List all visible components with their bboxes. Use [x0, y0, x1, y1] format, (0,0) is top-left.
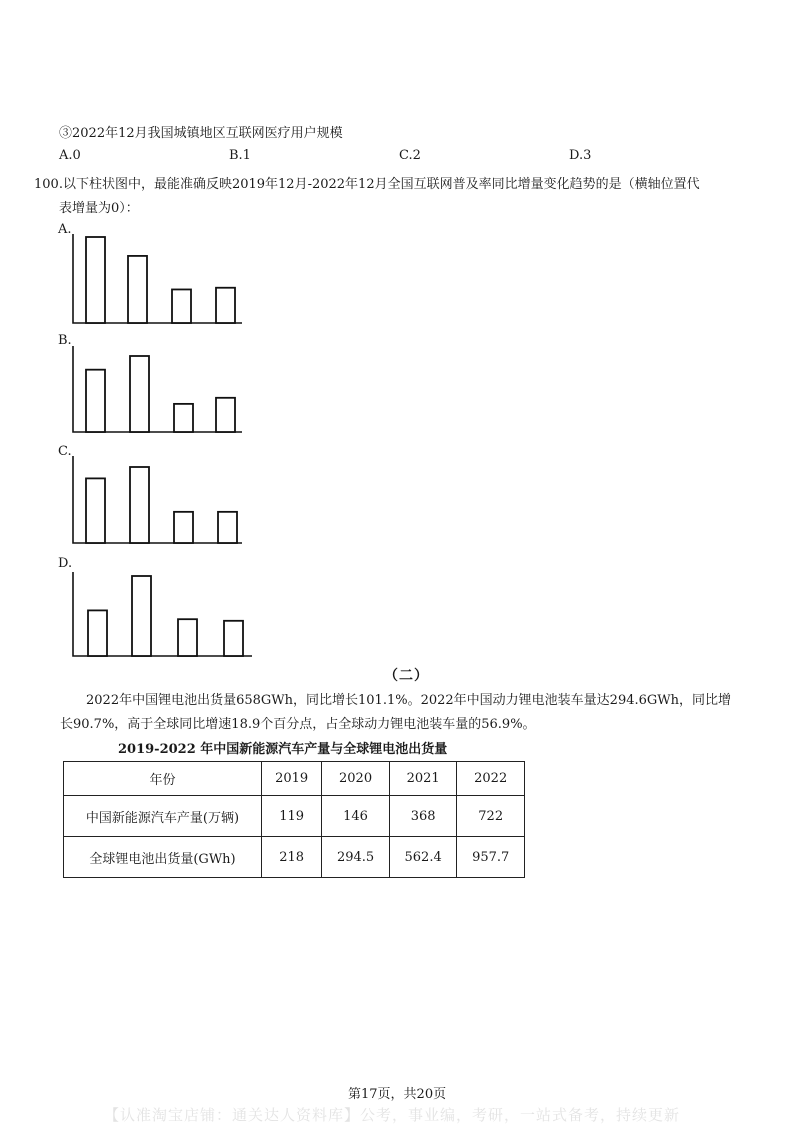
chart-d-label: D.	[58, 556, 73, 571]
table-header-row	[64, 762, 525, 796]
chart-bar	[86, 478, 105, 543]
chart-d	[70, 566, 260, 666]
chart-a	[70, 228, 250, 328]
table-cell: 722	[457, 796, 525, 837]
chart-bar	[216, 288, 235, 323]
chart-bar	[88, 610, 107, 656]
q99-option-b: B.1	[229, 148, 251, 163]
table-cell: 146	[322, 796, 390, 837]
table-cell: 294.5	[322, 837, 390, 878]
table-header-cell: 2019	[262, 762, 322, 796]
table-header-cell: 年份	[64, 762, 262, 796]
chart-bar	[172, 289, 191, 323]
table-cell: 957.7	[457, 837, 525, 878]
table-header-cell: 2021	[389, 762, 457, 796]
chart-bar	[174, 512, 193, 543]
data-table	[63, 761, 525, 878]
q99-option-c: C.2	[399, 148, 421, 163]
chart-c-label: C.	[58, 444, 72, 459]
table-cell: 368	[389, 796, 457, 837]
chart-c	[70, 450, 250, 550]
table-cell: 119	[262, 796, 322, 837]
q100-stem-line2: 表增量为0）：	[59, 201, 139, 216]
chart-b-label: B.	[58, 333, 72, 348]
table-row	[64, 837, 525, 878]
chart-bar	[218, 512, 237, 543]
q100-stem-line1: 100.以下柱状图中，最能准确反映2019年12月-2022年12月全国互联网普及率同比增量变化趋势的是（横轴位置代	[34, 177, 700, 192]
q99-option-a: A.0	[59, 148, 81, 163]
table-row	[64, 796, 525, 837]
table-cell: 218	[262, 837, 322, 878]
chart-bar	[86, 237, 105, 323]
chart-bar	[224, 621, 243, 656]
chart-bar	[178, 619, 197, 656]
table-cell: 全球锂电池出货量(GWh)	[64, 837, 262, 878]
chart-bar	[216, 398, 235, 432]
table-cell: 562.4	[389, 837, 457, 878]
chart-bar	[130, 467, 149, 543]
table-caption: 2019-2022 年中国新能源汽车产量与全球锂电池出货量	[118, 742, 448, 757]
chart-bar	[132, 576, 151, 656]
table-header-cell: 2022	[457, 762, 525, 796]
section-paragraph-line2: 长90.7%，高于全球同比增速18.9个百分点，占全球动力锂电池装车量的56.9%。	[60, 717, 536, 732]
q99-item3: ③2022年12月我国城镇地区互联网医疗用户规模	[59, 126, 343, 141]
chart-b	[70, 340, 250, 440]
section-title: （二）	[384, 668, 429, 684]
chart-bar	[130, 356, 149, 432]
chart-bar	[128, 256, 147, 323]
watermark-text: 【认准淘宝店铺：通关达人资料库】公考，事业编，考研，一站式备考，持续更新	[104, 1106, 681, 1124]
chart-a-label: A.	[58, 222, 72, 237]
page-number: 第17页，共20页	[348, 1087, 447, 1102]
table-header-cell: 2020	[322, 762, 390, 796]
chart-bar	[86, 370, 105, 432]
table-cell: 中国新能源汽车产量(万辆)	[64, 796, 262, 837]
section-paragraph-line1: 2022年中国锂电池出货量658GWh，同比增长101.1%。2022年中国动力锂电池装车量达294.6GWh，同比增	[86, 693, 732, 708]
q99-option-d: D.3	[569, 148, 592, 163]
chart-bar	[174, 404, 193, 432]
